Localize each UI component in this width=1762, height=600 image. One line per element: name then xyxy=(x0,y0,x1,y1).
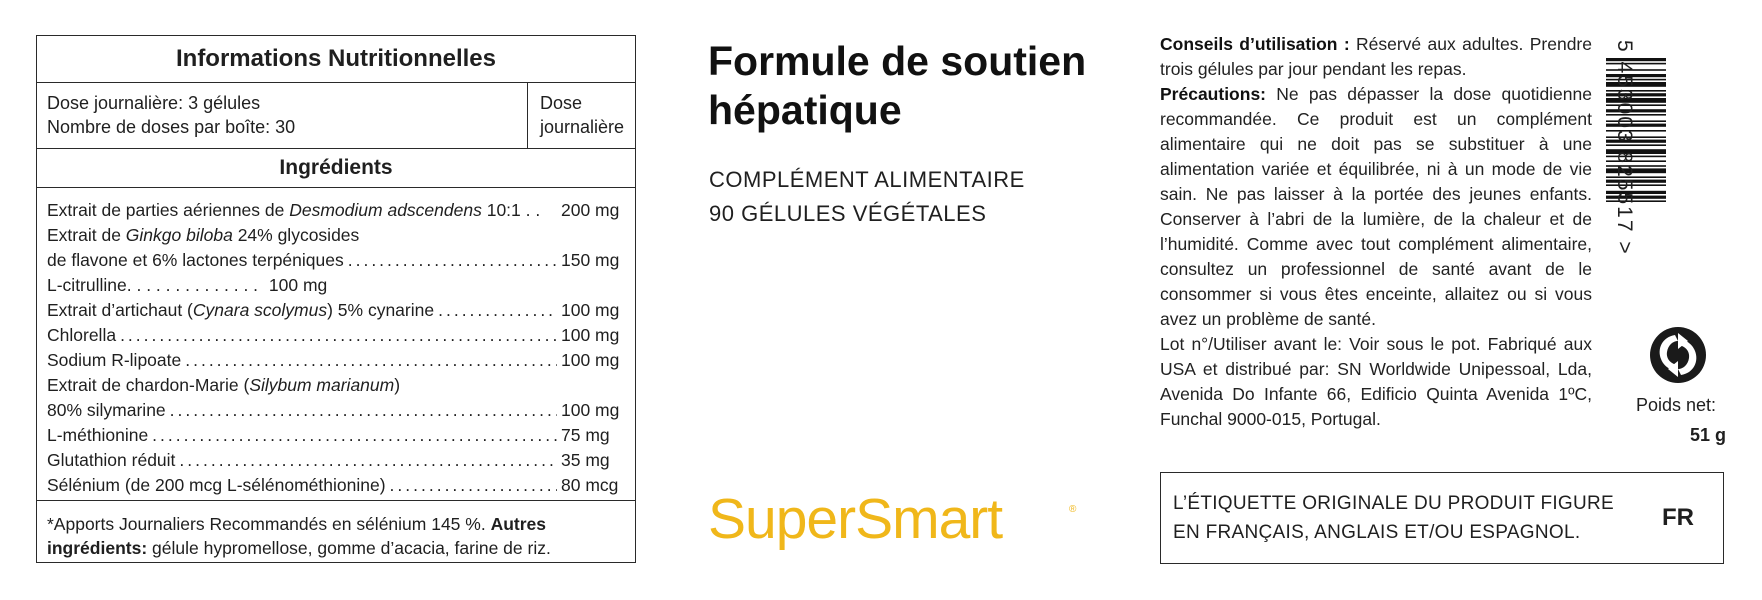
leader-dots xyxy=(348,248,557,273)
ingredient-name xyxy=(47,198,540,223)
precautions-paragraph xyxy=(1160,82,1592,332)
ingredient-name: Sélénium (de 200 mcg L-sélénométhionine) xyxy=(47,475,386,495)
ingredient-name: Chlorella xyxy=(47,325,117,345)
ingredient-value: 100 mg xyxy=(561,300,620,320)
green-dot-recycling-icon xyxy=(1648,325,1708,385)
ingredient-latin-name: Cynara scolymus xyxy=(192,300,328,320)
ingredient-row xyxy=(47,248,625,273)
notice-line: L’ÉTIQUETTE ORIGINALE DU PRODUIT FIGURE xyxy=(1173,493,1615,514)
ingredient-name-part: ) 5% cynarine xyxy=(327,300,435,320)
usage-paragraph xyxy=(1160,32,1592,82)
lot-paragraph: Lot n°/Utiliser avant le: Voir sous le pot. Fabriqué aux USA et distribué par: SN Worldwide Unipessoal, Lda, Avenida Do Infante 66, Edificio Quinta Avenida 1ºC, Funchal 9000-015, Portugal. xyxy=(1160,334,1592,429)
ingredient-row xyxy=(47,448,625,473)
notice-text xyxy=(1161,489,1633,547)
ingredient-value: 100 mg xyxy=(268,275,328,295)
other-ingredients-text: gélule hypromellose, gomme d’acacia, farine de riz. xyxy=(147,538,551,558)
ingredient-latin-name: Silybum marianum xyxy=(249,375,395,395)
ingredient-name: Sodium R-lipoate xyxy=(47,350,182,370)
ingredient-row xyxy=(47,348,625,373)
notice-line: EN FRANÇAIS, ANGLAIS ET/OU ESPAGNOL. xyxy=(1173,522,1581,543)
ingredient-name: L-méthionine xyxy=(47,425,149,445)
net-weight-label: Poids net: xyxy=(1636,395,1717,415)
product-quantity: 90 GÉLULES VÉGÉTALES xyxy=(709,201,987,226)
nutrition-footnote xyxy=(37,501,635,571)
ingredients-list xyxy=(37,188,635,501)
ingredient-name-part: 10:1 xyxy=(481,200,521,220)
dose-row xyxy=(37,83,635,149)
doses-per-box: Nombre de doses par boîte: 30 xyxy=(47,117,296,137)
nutrition-panel xyxy=(36,35,636,563)
ingredient-value: 150 mg xyxy=(561,250,620,270)
ingredient-latin-name: Ginkgo biloba xyxy=(125,225,233,245)
ingredient-name: Glutathion réduit xyxy=(47,450,176,470)
language-code: FR xyxy=(1662,504,1694,531)
ingredient-row xyxy=(47,273,625,298)
usage-label: Conseils d’utilisation : xyxy=(1160,34,1350,54)
brand-logo: SuperSmart xyxy=(708,487,1003,551)
ingredient-value: 100 mg xyxy=(561,325,620,345)
spacer xyxy=(540,198,561,223)
leader-dots xyxy=(438,298,557,323)
dose-column-header xyxy=(528,83,635,148)
ingredient-name-part: Extrait de xyxy=(47,225,126,245)
dose-info xyxy=(37,83,528,148)
precautions-label: Précautions: xyxy=(1160,84,1266,104)
ingredient-name-part: Extrait d’artichaut ( xyxy=(47,300,193,320)
barcode-number: 5 453003 825517 > xyxy=(1613,40,1636,256)
ingredient-name: L-citrulline. . . . . . . . . . . . . . xyxy=(47,275,259,295)
ingredient-row xyxy=(47,298,625,323)
footnote-text: *Apports Journaliers Recommandés en sélénium 145 %. xyxy=(47,514,491,534)
ingredient-value: 100 mg xyxy=(561,400,620,420)
leader-dots xyxy=(170,398,557,423)
usage-info xyxy=(1160,32,1592,432)
leader-dots-text: . . xyxy=(525,200,541,220)
ingredient-value: 75 mg xyxy=(561,425,610,445)
ingredient-name-part: Extrait de chardon-Marie ( xyxy=(47,375,250,395)
language-notice xyxy=(1160,472,1724,564)
ingredient-name: 80% silymarine xyxy=(47,400,166,420)
ingredient-row xyxy=(47,323,625,348)
ingredient-name-part: Extrait de parties aériennes de xyxy=(47,200,290,220)
product-category: COMPLÉMENT ALIMENTAIRE xyxy=(709,167,1025,192)
ingredient-name-part: 24% glycosides xyxy=(232,225,360,245)
ingredient-row xyxy=(47,198,625,223)
registered-mark: ® xyxy=(1069,504,1077,515)
net-weight-value: 51 g xyxy=(1690,425,1727,445)
leader-dots xyxy=(152,423,557,448)
ingredient-value: 80 mcg xyxy=(561,475,619,495)
leader-dots xyxy=(185,348,557,373)
ingredient-value: 100 mg xyxy=(561,350,620,370)
precautions-text: Ne pas dépasser la dose quotidienne recommandée. Ce produit est un complément alimentaire qui ne doit pas se substituer à une alimentation variée et équilibrée, ni à un mode de vie sain. Ne pas laisser à la portée des jeunes enfants. Conserver à l’abri de la lumière, de la chaleur et de l’humidité. Comme avec tout complément alimentaire, consultez un professionnel de santé avant de le consommer si vous êtes enceinte, allaitez ou si vous avez un problème de santé. xyxy=(1160,84,1592,329)
product-type xyxy=(709,163,1025,231)
ingredient-row xyxy=(47,373,625,398)
ingredient-value: 35 mg xyxy=(561,450,610,470)
ingredient-row xyxy=(47,223,625,248)
ingredients-heading: Ingrédients xyxy=(37,149,635,188)
ingredient-row xyxy=(47,473,625,498)
dose-column-label: Dose xyxy=(540,93,583,113)
ingredient-row xyxy=(47,423,625,448)
leader-dots xyxy=(179,448,557,473)
daily-dose: Dose journalière: 3 gélules xyxy=(47,93,261,113)
usage-text: Réservé aux adultes. Prendre trois gélules par jour pendant les repas. xyxy=(1160,34,1592,79)
ingredient-latin-name: Desmodium adscendens xyxy=(289,200,482,220)
ingredient-row xyxy=(47,398,625,423)
leader-dots xyxy=(120,323,557,348)
dose-column-label-2: journalière xyxy=(540,117,625,137)
product-title: Formule de soutien hépatique xyxy=(708,38,1087,133)
ingredient-name: de flavone et 6% lactones terpéniques xyxy=(47,250,344,270)
leader-dots xyxy=(390,473,557,498)
nutrition-title: Informations Nutritionnelles xyxy=(37,36,635,83)
other-ingredients-label: Autres ingrédients: xyxy=(47,514,546,558)
ingredient-name xyxy=(47,298,434,323)
ingredient-value: 200 mg xyxy=(561,200,620,220)
ingredient-name-part: ) xyxy=(394,375,401,395)
